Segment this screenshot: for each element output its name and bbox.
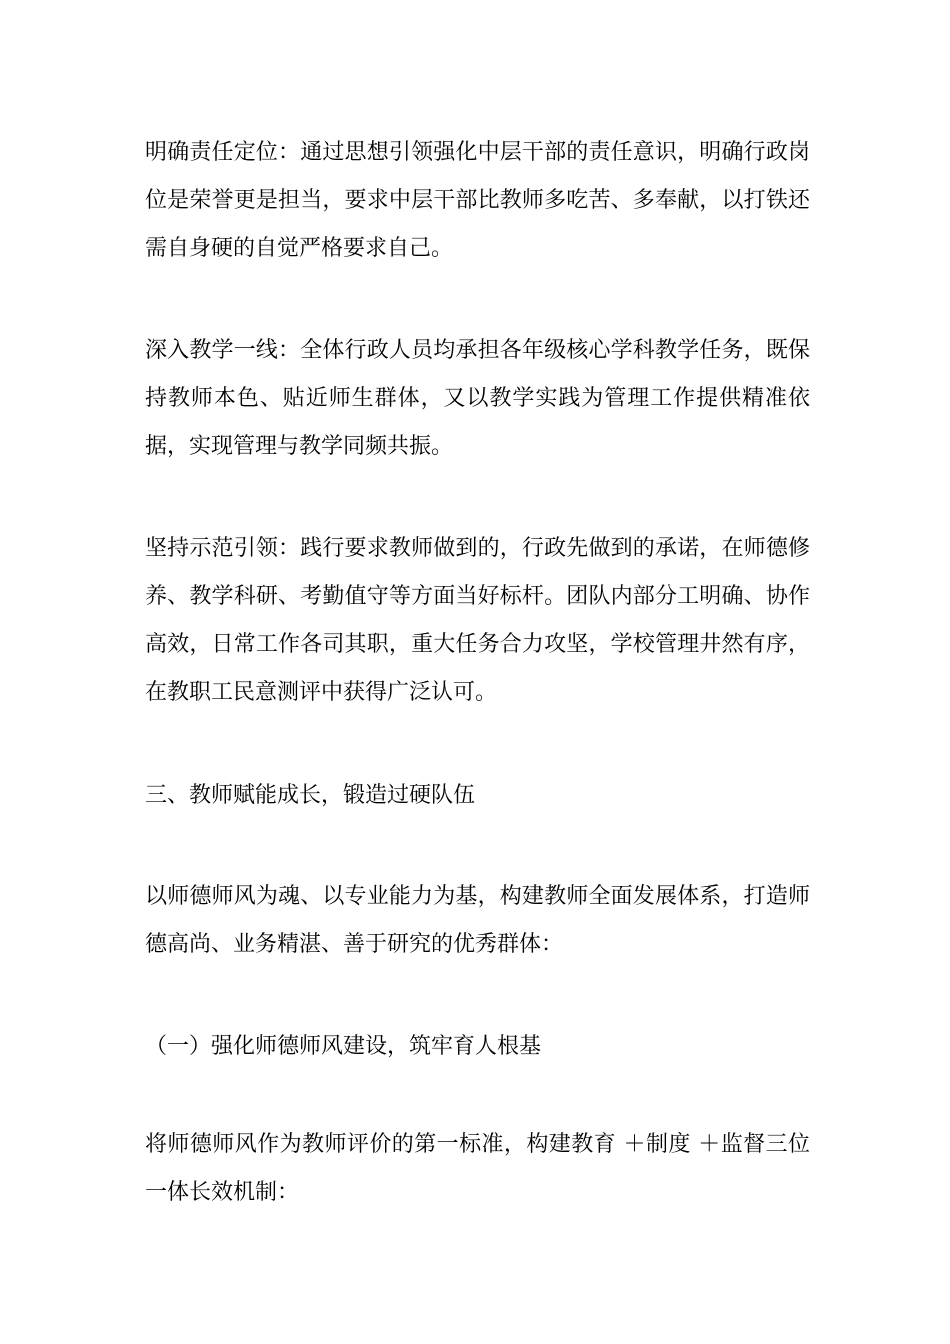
paragraph-teaching-frontline: 深入教学一线：全体行政人员均承担各年级核心学科教学任务，既保持教师本色、贴近师生群体，又以教学实践为管理工作提供精准依据，实现管理与教学同频共振。 [145, 338, 810, 459]
paragraph-responsibility: 明确责任定位：通过思想引领强化中层干部的责任意识，明确行政岗位是荣誉更是担当，要求中层干部比教师多吃苦、多奉献，以打铁还需自身硬的自觉严格要求自己。 [145, 140, 810, 261]
subsection-heading-1: （一）强化师德师风建设，筑牢育人根基 [145, 1034, 542, 1059]
section-heading-3: 三、教师赋能成长，锻造过硬队伍 [145, 783, 476, 808]
paragraph-demonstration: 坚持示范引领：践行要求教师做到的，行政先做到的承诺，在师德修养、教学科研、考勤值守等方面当好标杆。团队内部分工明确、协作高效，日常工作各司其职，重大任务合力攻坚，学校管理井然有序，在教职工民意测评中获得广泛认可。 [145, 536, 810, 705]
paragraph-teacher-growth: 以师德师风为魂、以专业能力为基，构建教师全面发展体系，打造师德高尚、业务精湛、善于研究的优秀群体： [145, 884, 810, 957]
paragraph-ethics-standard: 将师德师风作为教师评价的第一标准，构建教育 ＋制度 ＋监督三位一体长效机制： [145, 1132, 810, 1205]
